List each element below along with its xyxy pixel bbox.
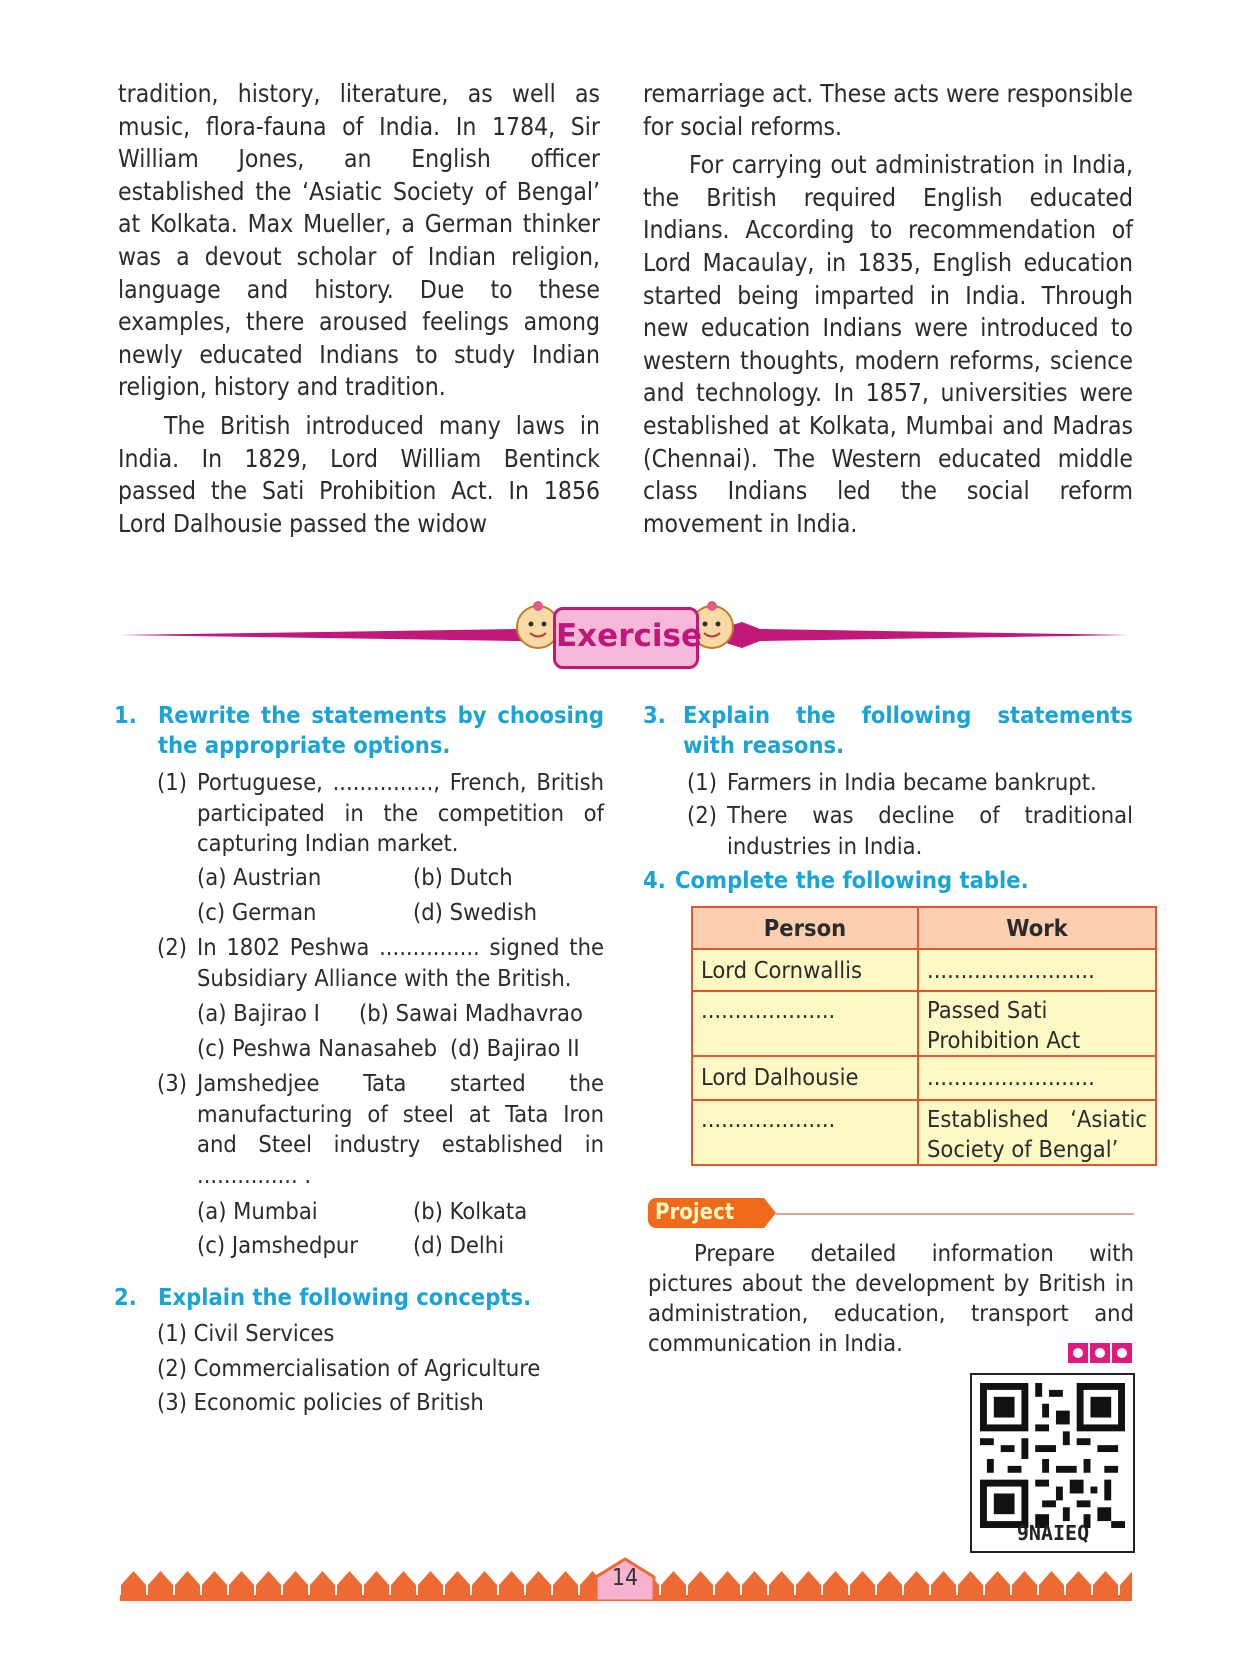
column-header: Work xyxy=(918,907,1156,949)
q3-item-1 xyxy=(687,767,1133,798)
q1-item-2 xyxy=(157,932,604,993)
table-cell: .................... xyxy=(692,1100,918,1165)
question-number: 3. xyxy=(643,701,666,729)
left-text-column xyxy=(118,78,600,540)
item-number: (2) xyxy=(157,933,187,961)
question-text: Explain the following statements with reasons. xyxy=(683,701,1133,759)
table-cell: Passed Sati Prohibition Act xyxy=(918,991,1156,1056)
question-text: Complete the following table. xyxy=(675,866,1029,894)
project-label: Project xyxy=(648,1198,763,1228)
paragraph: For carrying out administration in India, the British required English educated Indians. According to recommendation of Lord Macaulay, in 1835, English education started being imparted in India. Through new education Indians were introduced to western thoughts, modern reforms, science and technology. In 1857, universities were established at Kolkata, Mumbai and Madras (Chennai). The Western educated middle class Indians led the social reform movement in India. xyxy=(643,150,1133,538)
paragraph: tradition, history, literature, as well as music, flora-fauna of India. In 1784, Sir William Jones, an English officer established the ‘Asiatic Society of Bengal’ at Kolkata. Max Mueller, a German thinker was a devout scholar of Indian religion, language and history. Due to these examples, there aroused feelings among newly educated Indians to study Indian religion, history and tradition. xyxy=(118,79,600,402)
option: (b) Dutch xyxy=(413,863,513,891)
question-text: Explain the following concepts. xyxy=(158,1283,532,1311)
item-text: Portuguese, ..............., French, British participated in the competition of capturing Indian market. xyxy=(197,768,604,857)
q1-item-3 xyxy=(157,1068,604,1190)
question-text: Rewrite the statements by choosing the appropriate options. xyxy=(158,701,604,759)
qr-code-label: 9NAIEQ xyxy=(1016,1521,1090,1545)
q2-item: (3) Economic policies of British xyxy=(157,1388,484,1416)
item-blank: ............... . xyxy=(197,1160,312,1189)
table-cell: ......................... xyxy=(918,1056,1156,1100)
item-number: (3) xyxy=(157,1069,187,1097)
option: (a) Austrian xyxy=(197,863,322,891)
option: (a) Bajirao I xyxy=(197,999,320,1027)
option: (b) Kolkata xyxy=(413,1197,528,1225)
person-work-table xyxy=(691,906,1157,1166)
question-4-heading xyxy=(643,865,1133,895)
item-number: (1) xyxy=(157,768,187,796)
option: (d) Bajirao II xyxy=(450,1034,580,1062)
arrow-icon xyxy=(756,1198,776,1228)
paragraph: remarriage act. These acts were responsible for social reforms. xyxy=(643,79,1133,141)
item-number: (1) xyxy=(687,768,717,796)
table-row xyxy=(692,1056,1156,1100)
table-cell: ......................... xyxy=(918,949,1156,991)
table-cell: Lord Dalhousie xyxy=(692,1056,918,1100)
question-number: 1. xyxy=(114,701,137,729)
item-text: Farmers in India became bankrupt. xyxy=(727,768,1097,796)
table-row xyxy=(692,991,1156,1056)
option: (c) Peshwa Nanasaheb xyxy=(197,1034,438,1062)
q3-item-2 xyxy=(687,800,1133,861)
question-number: 4. xyxy=(643,866,666,894)
paragraph: The British introduced many laws in India. In 1829, Lord William Bentinck passed the Sati Prohibition Act. In 1856 Lord Dalhousie passed the widow xyxy=(118,410,600,538)
table-row xyxy=(692,1100,1156,1165)
qr-code-icon xyxy=(980,1383,1125,1528)
table-cell: Established ‘Asiatic Society of Bengal’ xyxy=(918,1100,1156,1165)
item-number: (2) xyxy=(687,801,717,829)
question-number: 2. xyxy=(114,1283,137,1311)
page-number: 14 xyxy=(611,1565,639,1591)
option: (d) Swedish xyxy=(413,898,538,926)
project-text: Prepare detailed information with pictures about the development by British in administration, education, transport and communication in India. xyxy=(648,1239,1134,1357)
item-text: Jamshedjee Tata started the manufacturing of steel at Tata Iron and Steel industry established in xyxy=(197,1069,604,1158)
divider xyxy=(776,1213,1134,1215)
item-text: There was decline of traditional industries in India. xyxy=(727,801,1133,860)
option: (c) German xyxy=(197,898,317,926)
table-row xyxy=(692,949,1156,991)
table-cell: Lord Cornwallis xyxy=(692,949,918,991)
exercise-title: Exercise xyxy=(553,607,699,669)
end-mark-icon xyxy=(1067,1342,1133,1364)
table-cell: .................... xyxy=(692,991,918,1056)
question-3-heading xyxy=(643,700,1133,760)
question-2-heading xyxy=(114,1282,604,1312)
option: (a) Mumbai xyxy=(197,1197,318,1225)
table-header-row xyxy=(692,907,1156,949)
option: (b) Sawai Madhavrao xyxy=(359,999,583,1027)
option: (c) Jamshedpur xyxy=(197,1231,358,1259)
q2-item: (2) Commercialisation of Agriculture xyxy=(157,1354,541,1382)
q1-item-1 xyxy=(157,767,604,859)
option: (d) Delhi xyxy=(413,1231,505,1259)
right-text-column xyxy=(643,78,1133,540)
q2-item: (1) Civil Services xyxy=(157,1319,335,1347)
column-header: Person xyxy=(692,907,918,949)
question-1-heading xyxy=(114,700,604,760)
item-text: In 1802 Peshwa ............... signed the Subsidiary Alliance with the British. xyxy=(197,933,604,992)
